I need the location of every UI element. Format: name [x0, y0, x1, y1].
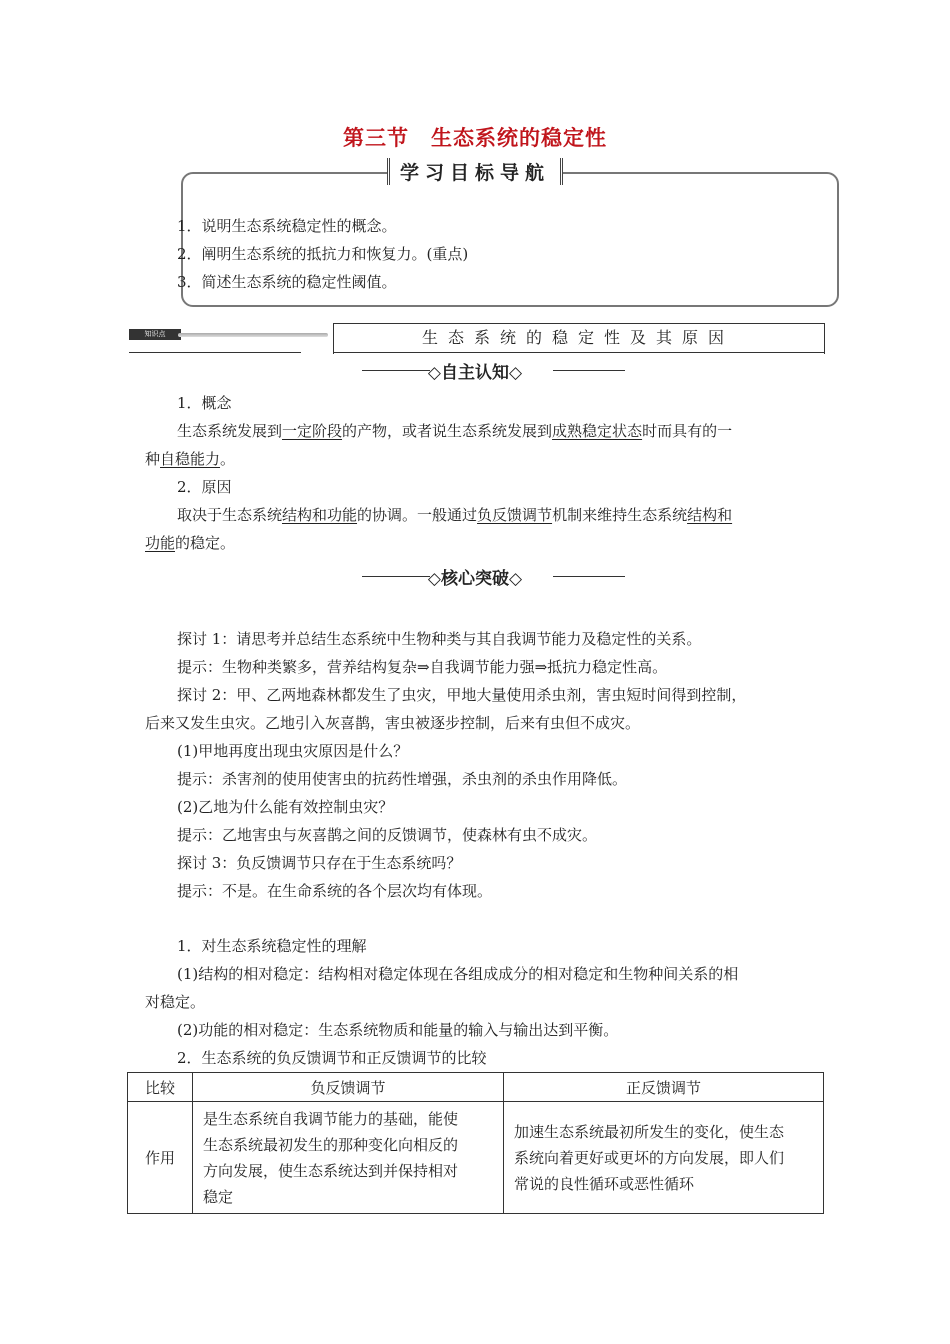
core-line: 后来又发生虫灾。乙地引入灰喜鹊，害虫被逐步控制，后来有虫但不成灾。 — [145, 714, 641, 732]
divider — [333, 352, 824, 353]
badge-decoration-bar — [178, 333, 328, 337]
summary-line: (1)结构的相对稳定：结构相对稳定体现在各组成成分的相对稳定和生物种间关系的相 — [177, 965, 739, 983]
goal-item-3: 3．简述生态系统的稳定性阈值。 — [177, 273, 397, 291]
core-header: ◇核心突破◇ — [427, 569, 523, 589]
cause-line-1: 取决于生态系统结构和功能的协调。一般通过负反馈调节机制来维持生态系统结构和 — [177, 506, 733, 524]
table-row-label: 作用 — [128, 1102, 193, 1214]
cause-line-2: 功能的稳定。 — [145, 534, 236, 552]
summary-line: 1．对生态系统稳定性的理解 — [177, 937, 367, 955]
core-line: 探讨 2：甲、乙两地森林都发生了虫灾，甲地大量使用杀虫剂，害虫短时间得到控制， — [177, 686, 747, 704]
comparison-table — [127, 1072, 824, 1214]
table-header-cell: 负反馈调节 — [193, 1073, 504, 1102]
knowledge-point-title: 生态系统的稳定性及其原因 — [421, 328, 734, 347]
core-line: 探讨 1：请思考并总结生态系统中生物种类与其自我调节能力及稳定性的关系。 — [177, 630, 702, 648]
core-line: 提示：不是。在生命系统的各个层次均有体现。 — [177, 882, 493, 900]
goal-item-1: 1．说明生态系统稳定性的概念。 — [177, 217, 397, 235]
learning-goals-header: 学习目标导航 — [0, 158, 950, 185]
divider — [553, 576, 625, 577]
summary-line: 2．生态系统的负反馈调节和正反馈调节的比较 — [177, 1049, 487, 1067]
negative-feedback-cell: 是生态系统自我调节能力的基础，能使 生态系统最初发生的那种变化向相反的 方向发展，使生态系统达到并保持相对 稳定 — [193, 1102, 504, 1214]
cause-label: 2．原因 — [177, 478, 232, 496]
divider — [553, 370, 625, 371]
page-title: 第三节 生态系统的稳定性 — [343, 126, 607, 150]
positive-feedback-cell: 加速生态系统最初所发生的变化，使生态 系统向着更好或更坏的方向发展，即人们 常说的良性循环或恶性循环 — [504, 1102, 824, 1214]
goal-item-2: 2．阐明生态系统的抵抗力和恢复力。(重点) — [177, 245, 469, 263]
core-line: 提示：乙地害虫与灰喜鹊之间的反馈调节，使森林有虫不成灾。 — [177, 826, 598, 844]
core-line: 探讨 3：负反馈调节只存在于生态系统吗？ — [177, 854, 462, 872]
knowledge-point-badge: 知识点 — [129, 329, 181, 340]
core-line: (2)乙地为什么能有效控制虫灾？ — [177, 798, 394, 816]
concept-line-1: 生态系统发展到一定阶段的产物，或者说生态系统发展到成熟稳定状态时而具有的一 — [177, 422, 733, 440]
divider — [129, 352, 301, 353]
summary-line: 对稳定。 — [145, 993, 206, 1011]
concept-line-2: 种自稳能力。 — [145, 450, 236, 468]
core-line: 提示：生物种类繁多，营养结构复杂⇒自我调节能力强⇒抵抗力稳定性高。 — [177, 658, 668, 676]
core-line: 提示：杀害剂的使用使害虫的抗药性增强，杀虫剂的杀虫作用降低。 — [177, 770, 628, 788]
table-header-cell: 正反馈调节 — [504, 1073, 824, 1102]
concept-label: 1．概念 — [177, 394, 232, 412]
summary-line: (2)功能的相对稳定：生态系统物质和能量的输入与输出达到平衡。 — [177, 1021, 619, 1039]
self-study-header: ◇自主认知◇ — [427, 363, 523, 383]
table-header-cell: 比较 — [128, 1073, 193, 1102]
core-line: (1)甲地再度出现虫灾原因是什么？ — [177, 742, 409, 760]
